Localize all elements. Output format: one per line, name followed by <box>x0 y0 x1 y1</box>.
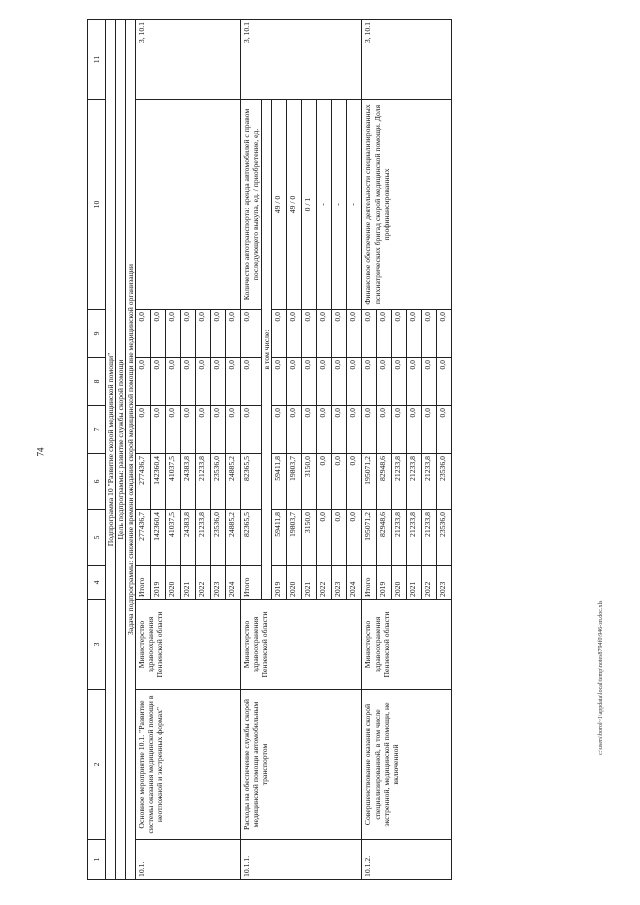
executor: Министерство здравоохранения Пензенской области <box>241 600 362 690</box>
year-cell: 2022 <box>422 566 437 600</box>
value-cell: 21233,8 <box>422 454 437 510</box>
value-cell: 41037,5 <box>166 510 181 566</box>
indicator-value: 0 / 1 <box>302 100 317 310</box>
value-cell: 0,0 <box>332 406 347 454</box>
value-cell: 82365,5 <box>241 454 262 510</box>
value-cell: 0,0 <box>422 406 437 454</box>
year-cell: 2019 <box>377 566 392 600</box>
value-cell: 24383,8 <box>181 510 196 566</box>
value-cell: 19803,7 <box>287 454 302 510</box>
value-cell: 277436,7 <box>136 510 151 566</box>
value-cell: 0,0 <box>287 358 302 406</box>
value-cell: 0,0 <box>287 406 302 454</box>
year-cell: 2024 <box>347 566 362 600</box>
value-cell: 0,0 <box>166 406 181 454</box>
reference: 3, 10.1 <box>362 20 452 100</box>
value-cell: 0,0 <box>437 406 452 454</box>
year-cell: 2024 <box>226 566 241 600</box>
table-row <box>362 20 377 880</box>
indicator-value: 49 / 0 <box>272 100 287 310</box>
value-cell: 0,0 <box>422 310 437 358</box>
value-cell: 0,0 <box>347 406 362 454</box>
footer-file-path: c:\users\borol~1\appdata\local\temp\notes8794f0\946-зп.doc.xls <box>598 600 604 755</box>
value-cell: 0,0 <box>181 358 196 406</box>
value-cell: 0,0 <box>136 310 151 358</box>
value-cell: 0,0 <box>317 510 332 566</box>
value-cell: 0,0 <box>332 310 347 358</box>
indicator <box>136 100 241 310</box>
reference: 3, 10.1 <box>241 20 362 100</box>
value-cell: 0,0 <box>392 310 407 358</box>
col-header: 4 <box>88 566 106 600</box>
subprogram-goal: Цель подпрограммы: развитие службы скорой помощи <box>116 20 126 880</box>
value-cell: 0,0 <box>196 358 211 406</box>
value-cell: 0,0 <box>196 406 211 454</box>
value-cell: 0,0 <box>226 358 241 406</box>
col-header: 7 <box>88 406 106 454</box>
value-cell: 0,0 <box>347 510 362 566</box>
value-cell: 24383,8 <box>181 454 196 510</box>
value-cell: 0,0 <box>362 358 377 406</box>
row-number: 10.1. <box>136 840 241 880</box>
value-cell: 0,0 <box>287 310 302 358</box>
value-cell: 0,0 <box>317 358 332 406</box>
col-header: 3 <box>88 600 106 690</box>
table-row <box>241 20 262 880</box>
measure-name: Расходы на обеспечение службы скорой медицинской помощи автомобильным транспортом <box>241 690 362 840</box>
year-cell: Итого <box>136 566 151 600</box>
value-cell: 0,0 <box>377 406 392 454</box>
row-number: 10.1.1. <box>241 840 362 880</box>
value-cell: 24885,2 <box>226 510 241 566</box>
col-header: 2 <box>88 690 106 840</box>
indicator-value: - <box>332 100 347 310</box>
value-cell: 21233,8 <box>422 510 437 566</box>
value-cell: 0,0 <box>241 310 262 358</box>
value-cell: 59411,8 <box>272 454 287 510</box>
value-cell: 19803,7 <box>287 510 302 566</box>
value-cell: 23536,0 <box>211 454 226 510</box>
value-cell: 21233,8 <box>196 454 211 510</box>
value-cell: 82948,6 <box>377 510 392 566</box>
value-cell: 0,0 <box>392 406 407 454</box>
measure-name: Совершенствование оказания скорой специализированной, в том числе экстренной, медицинской помощи, не включенной <box>362 690 452 840</box>
indicator: Финансовое обеспечение деятельности специализированных психиатрических бригад скорой медицинской помощи. Доля профинансированных <box>362 100 452 310</box>
in-total-label: в том числе: <box>262 100 272 600</box>
value-cell: 0,0 <box>151 358 166 406</box>
reference: 3, 10.1 <box>136 20 241 100</box>
page-number: 74 <box>35 447 46 457</box>
value-cell: 23536,0 <box>437 454 452 510</box>
year-cell: 2022 <box>317 566 332 600</box>
col-header: 9 <box>88 310 106 358</box>
year-cell: 2020 <box>392 566 407 600</box>
year-cell: 2019 <box>151 566 166 600</box>
value-cell: 21233,8 <box>392 510 407 566</box>
value-cell: 0,0 <box>211 406 226 454</box>
value-cell: 0,0 <box>317 310 332 358</box>
value-cell: 0,0 <box>407 310 422 358</box>
value-cell: 21233,8 <box>407 510 422 566</box>
rotated-table-sheet <box>87 20 547 880</box>
value-cell: 59411,8 <box>272 510 287 566</box>
indicator-value: 49 / 0 <box>287 100 302 310</box>
year-cell: 2019 <box>272 566 287 600</box>
value-cell: 0,0 <box>241 406 262 454</box>
table-row <box>136 20 151 880</box>
year-cell: 2020 <box>166 566 181 600</box>
header-row <box>88 20 106 880</box>
year-cell: Итого <box>362 566 377 600</box>
col-header: 11 <box>88 20 106 100</box>
value-cell: 0,0 <box>196 310 211 358</box>
col-header: 5 <box>88 510 106 566</box>
value-cell: 0,0 <box>272 406 287 454</box>
value-cell: 24885,2 <box>226 454 241 510</box>
value-cell: 0,0 <box>332 510 347 566</box>
value-cell: 0,0 <box>332 358 347 406</box>
value-cell: 23536,0 <box>437 510 452 566</box>
year-cell: 2022 <box>196 566 211 600</box>
indicator-value: - <box>317 100 332 310</box>
value-cell: 0,0 <box>272 358 287 406</box>
value-cell: 0,0 <box>151 406 166 454</box>
value-cell: 0,0 <box>166 358 181 406</box>
value-cell: 0,0 <box>211 310 226 358</box>
value-cell: 0,0 <box>407 406 422 454</box>
year-cell: 2021 <box>302 566 317 600</box>
program-table <box>87 19 452 880</box>
executor: Министерство здравоохранения Пензенской области <box>136 600 241 690</box>
year-cell: 2023 <box>211 566 226 600</box>
measure-name: Основное мероприятие 10.1. "Развитие системы оказания медицинской помощи в неотложной и экстренных формах" <box>136 690 241 840</box>
value-cell: 195071,2 <box>362 454 377 510</box>
value-cell: 0,0 <box>272 310 287 358</box>
value-cell: 0,0 <box>302 310 317 358</box>
subprogram-task: Задача подпрограммы: снижение времени ожидания скорой медицинской помощи вне медицинской организации <box>126 20 136 880</box>
value-cell: 0,0 <box>211 358 226 406</box>
value-cell: 0,0 <box>151 310 166 358</box>
value-cell: 0,0 <box>302 406 317 454</box>
value-cell: 0,0 <box>407 358 422 406</box>
value-cell: 0,0 <box>437 358 452 406</box>
value-cell: 0,0 <box>302 358 317 406</box>
value-cell: 23536,0 <box>211 510 226 566</box>
value-cell: 0,0 <box>392 358 407 406</box>
value-cell: 142360,4 <box>151 510 166 566</box>
value-cell: 21233,8 <box>407 454 422 510</box>
value-cell: 277436,7 <box>136 454 151 510</box>
value-cell: 3150,0 <box>302 454 317 510</box>
indicator: Количество автотранспорта: аренда автомобилей с правом последующего выкупа, ед. / приобретение, ед. <box>241 100 262 310</box>
value-cell: 195071,2 <box>362 510 377 566</box>
indicator-value: - <box>347 100 362 310</box>
value-cell: 82948,6 <box>377 454 392 510</box>
value-cell: 41037,5 <box>166 454 181 510</box>
executor: Министерство здравоохранения Пензенской области <box>362 600 452 690</box>
value-cell: 0,0 <box>362 406 377 454</box>
row-number: 10.1.2. <box>362 840 452 880</box>
value-cell: 0,0 <box>317 406 332 454</box>
value-cell: 0,0 <box>347 310 362 358</box>
value-cell: 0,0 <box>437 310 452 358</box>
value-cell: 0,0 <box>226 310 241 358</box>
year-cell: 2023 <box>437 566 452 600</box>
value-cell: 0,0 <box>347 454 362 510</box>
value-cell: 0,0 <box>377 310 392 358</box>
value-cell: 0,0 <box>241 358 262 406</box>
year-cell: 2020 <box>287 566 302 600</box>
year-cell: 2021 <box>181 566 196 600</box>
year-cell: Итого <box>241 566 262 600</box>
value-cell: 0,0 <box>226 406 241 454</box>
value-cell: 0,0 <box>166 310 181 358</box>
value-cell: 0,0 <box>422 358 437 406</box>
col-header: 1 <box>88 840 106 880</box>
col-header: 10 <box>88 100 106 310</box>
value-cell: 3150,0 <box>302 510 317 566</box>
value-cell: 21233,8 <box>196 510 211 566</box>
subprogram-title: Подпрограмма 10 "Развитие скорой медицинской помощи" <box>106 20 116 880</box>
value-cell: 0,0 <box>347 358 362 406</box>
value-cell: 142360,4 <box>151 454 166 510</box>
value-cell: 0,0 <box>136 406 151 454</box>
col-header: 8 <box>88 358 106 406</box>
value-cell: 0,0 <box>136 358 151 406</box>
value-cell: 0,0 <box>317 454 332 510</box>
value-cell: 82365,5 <box>241 510 262 566</box>
year-cell: 2021 <box>407 566 422 600</box>
col-header: 6 <box>88 454 106 510</box>
year-cell: 2023 <box>332 566 347 600</box>
value-cell: 0,0 <box>332 454 347 510</box>
value-cell: 0,0 <box>181 310 196 358</box>
value-cell: 0,0 <box>362 310 377 358</box>
value-cell: 0,0 <box>181 406 196 454</box>
value-cell: 21233,8 <box>392 454 407 510</box>
value-cell: 0,0 <box>377 358 392 406</box>
